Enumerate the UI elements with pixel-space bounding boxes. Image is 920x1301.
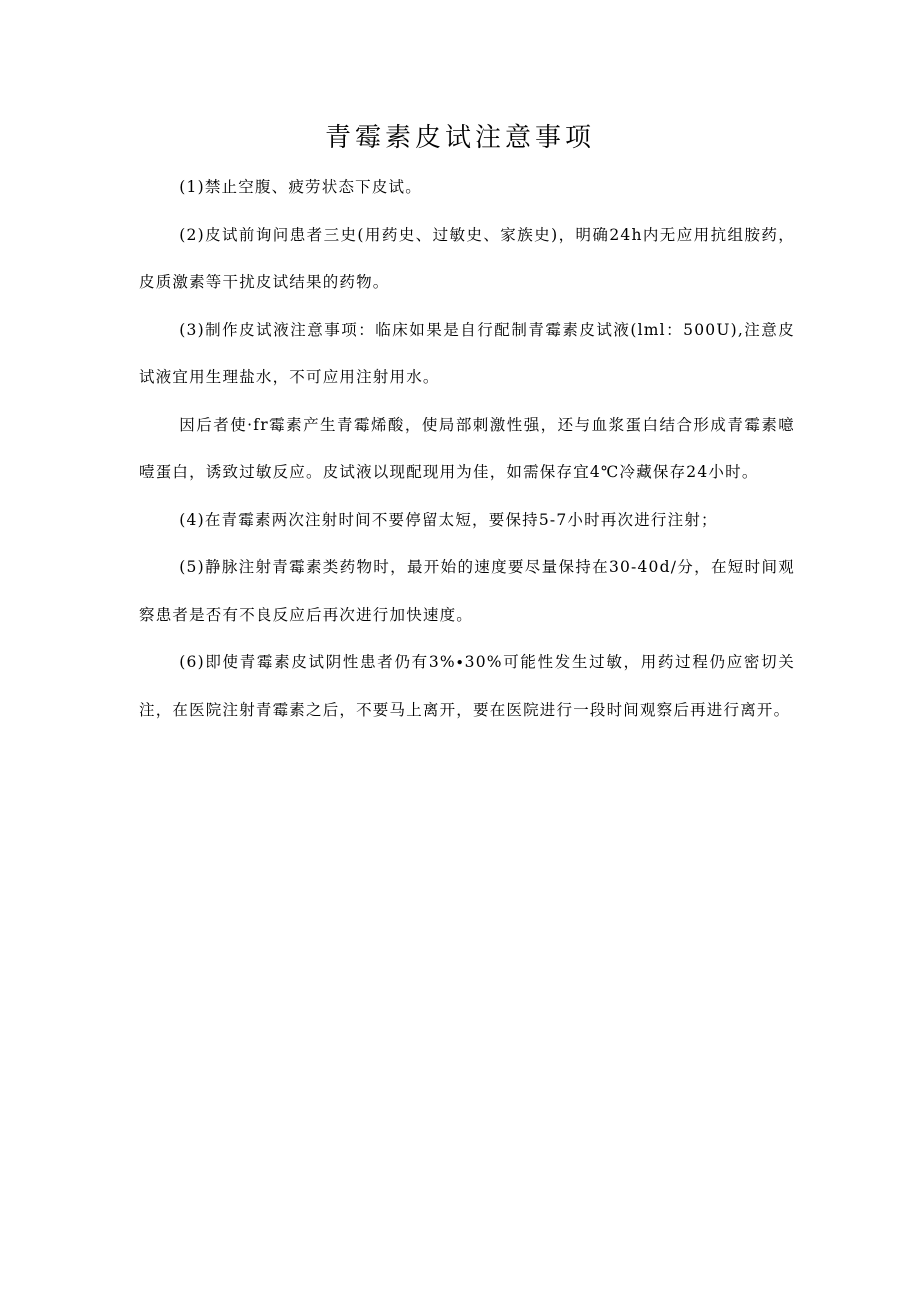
paragraph-2: (2)皮试前询问患者三史(用药史、过敏史、家族史)，明确24h内无应用抗组胺药，皮质激素等干扰皮试结果的药物。	[139, 225, 795, 291]
paragraph-1: (1)禁止空腹、疲劳状态下皮试。	[179, 178, 422, 196]
paragraph-5: (4)在青霉素两次注射时间不要停留太短，要保持5-7小时再次进行注射；	[179, 510, 718, 529]
document-body	[139, 164, 795, 734]
paragraph-7: (6)即使青霉素皮试阴性患者仍有3%∙30%可能性发生过敏，用药过程仍应密切关注，在医院注射青霉素之后，不要马上离开，要在医院进行一段时间观察后再进行离开。	[139, 653, 795, 719]
paragraph-3: (3)制作皮试液注意事项：临床如果是自行配制青霉素皮试液(lml：500U),注意皮试液宜用生理盐水，不可应用注射用水。	[139, 320, 795, 386]
document-title: 青霉素皮试注意事项	[324, 123, 595, 153]
paragraph-6: (5)静脉注射青霉素类药物时，最开始的速度要尽量保持在30-40d∕分，在短时间观察患者是否有不良反应后再次进行加快速度。	[139, 558, 795, 624]
paragraph-4: 因后者使·fr霉素产生青霉烯酸，使局部刺激性强，还与血浆蛋白结合形成青霉素噫噎蛋白，诱致过敏反应。皮试液以现配现用为佳，如需保存宜4℃冷藏保存24小时。	[139, 415, 795, 481]
